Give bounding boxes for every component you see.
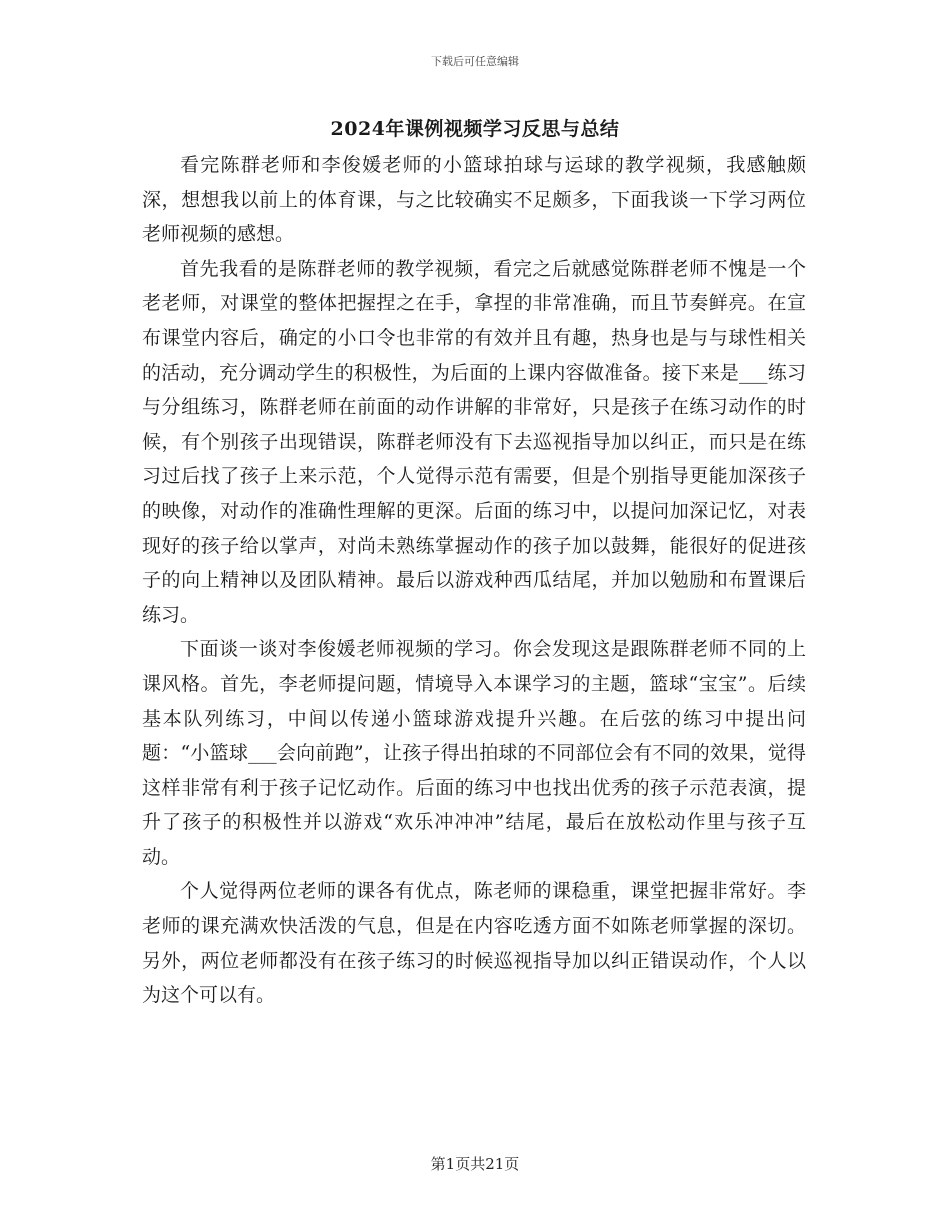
paragraph-chen-qun: 首先我看的是陈群老师的教学视频，看完之后就感觉陈群老师不愧是一个老老师，对课堂的整体把握捏之在手，拿捏的非常准确，而且节奏鲜亮。在宣布课堂内容后，确定的小口令也非常的有效并且有趣，热身也是与与球性相关的活动，充分调动学生的积极性，为后面的上课内容做准备。接下来是___练习与分组练习，陈群老师在前面的动作讲解的非常好，只是孩子在练习动作的时候，有个别孩子出现错误，陈群老师没有下去巡视指导加以纠正，而只是在练习过后找了孩子上来示范，个人觉得示范有需要，但是个别指导更能加深孩子的映像，对动作的准确性理解的更深。后面的练习中，以提问加深记忆，对表现好的孩子给以掌声，对尚未熟练掌握动作的孩子加以鼓舞，能很好的促进孩子的向上精神以及团队精神。最后以游戏种西瓜结尾，并加以勉励和布置课后练习。 — [142, 257, 806, 626]
paragraph-intro: 看完陈群老师和李俊媛老师的小篮球拍球与运球的教学视频，我感触颇深，想想我以前上的体育课，与之比较确实不足颇多，下面我谈一下学习两位老师视频的感想。 — [142, 154, 806, 246]
document-title: 2024年课例视频学习反思与总结 — [330, 118, 620, 140]
paragraph-li-junyuan: 下面谈一谈对李俊媛老师视频的学习。你会发现这是跟陈群老师不同的上课风格。首先，李老师提问题，情境导入本课学习的主题，篮球“宝宝”。后续基本队列练习，中间以传递小篮球游戏提升兴趣。在后弦的练习中提出问题：“小篮球___会向前跑”，让孩子得出拍球的不同部位会有不同的效果，觉得这样非常有利于孩子记忆动作。后面的练习中也找出优秀的孩子示范表演，提升了孩子的积极性并以游戏“欢乐冲冲冲”结尾，最后在放松动作里与孩子互动。 — [142, 638, 806, 868]
page-number: 第1页共21页 — [430, 1155, 520, 1173]
paragraph-conclusion: 个人觉得两位老师的课各有优点，陈老师的课稳重，课堂把握非常好。李老师的课充满欢快活泼的气息，但是在内容吃透方面不如陈老师掌握的深切。另外，两位老师都没有在孩子练习的时候巡视指导加以纠正错误动作，个人以为这个可以有。 — [142, 880, 806, 1007]
document-body — [142, 148, 806, 1013]
page-header-note: 下载后可任意编辑 — [431, 55, 519, 68]
